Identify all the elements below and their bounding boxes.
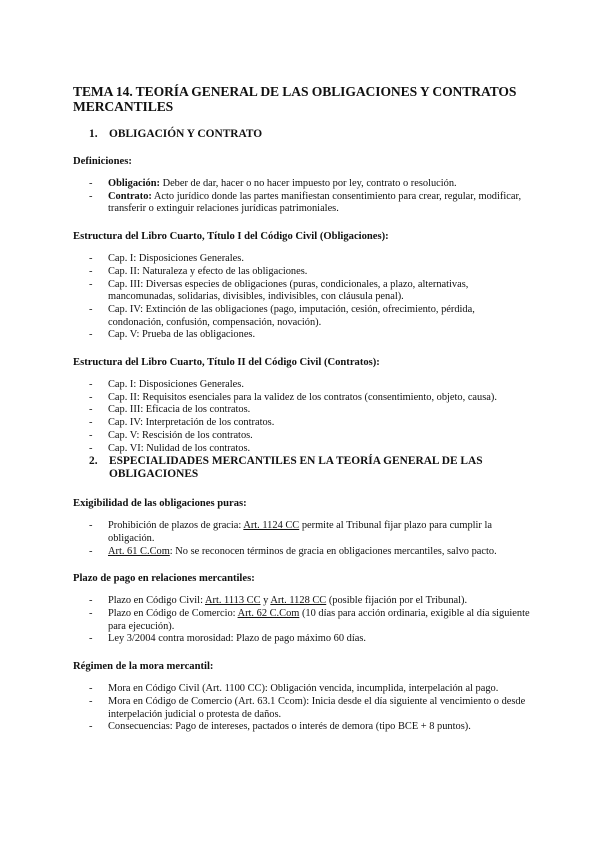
list-item: - Mora en Código Civil (Art. 1100 CC): Obligación vencida, incumplida, interpelación al pago. [89,683,499,695]
list-item: - Obligación: Deber de dar, hacer o no hacer impuesto por ley, contrato o resolución. [89,178,457,189]
list-item: - Cap. II: Requisitos esenciales para la validez de los contratos (consentimiento, objeto, causa). [89,391,497,403]
list-item: - Cap. III: Diversas especies de obligaciones (puras, condicionales, a plazo, alternativas, mancomunadas, solidarias, divisibles, indivisibles, con cláusula penal). [89,278,469,303]
list-item: - Cap. V: Prueba de las obligaciones. [89,329,256,341]
estructura-obligaciones-list [73,253,530,342]
section-2-number: 2. [89,455,98,468]
list-item: - Cap. IV: Interpretación de los contratos. [89,417,275,429]
list-item: - Mora en Código de Comercio (Art. 63.1 Ccom): Inicia desde el día siguiente al vencimiento o desde interpelación judicial o protesta de daños. [89,695,526,720]
list-item: - Cap. IV: Extinción de las obligaciones (pago, imputación, cesión, ofrecimiento, pérdida, condonación, confusión, compensación, novación). [89,303,475,328]
definiciones-heading: Definiciones: [73,156,132,167]
plazo-heading: Plazo de pago en relaciones mercantiles: [73,573,255,585]
term-contrato: Contrato: [108,190,152,202]
art-1113-cc-link[interactable]: Art. 1113 CC [204,595,261,607]
definiciones-list [73,178,530,216]
estructura-obligaciones-heading: Estructura del Libro Cuarto, Título I del Código Civil (Obligaciones): [73,231,389,243]
list-item: - Cap. I: Disposiciones Generales. [89,253,244,265]
list-item: - Consecuencias: Pago de intereses, pactados o interés de demora (tipo BCE + 8 puntos). [89,721,471,733]
list-item: - Plazo en Código Civil: Art. 1113 CC y Art. 1128 CC (posible fijación por el Tribunal). [89,595,468,607]
art-1128-cc-link[interactable]: Art. 1128 CC [270,595,327,607]
list-item: - Art. 61 C.Com: No se reconocen términos de gracia en obligaciones mercantiles, salvo pacto. [89,545,497,557]
section-2-heading [89,455,530,481]
list-item: - Cap. I: Disposiciones Generales. [89,379,244,391]
list-item: - Ley 3/2004 contra morosidad: Plazo de pago máximo 60 días. [89,633,366,645]
exigibilidad-heading: Exigibilidad de las obligaciones puras: [73,498,247,510]
section-1-heading [89,128,530,141]
estructura-contratos-heading: Estructura del Libro Cuarto, Título II del Código Civil (Contratos): [73,357,380,369]
list-item: - Plazo en Código de Comercio: Art. 62 C.Com (10 días para acción ordinaria, exigible al día siguiente para ejecución). [89,608,530,632]
list-item: - Cap. V: Rescisión de los contratos. [89,429,253,441]
list-item: - Cap. VI: Nulidad de los contratos. [89,442,251,454]
mora-list [73,683,530,734]
list-item: - Cap. III: Eficacia de los contratos. [89,404,251,416]
art-62-ccom-link[interactable]: Art. 62 C.Com [237,608,300,620]
document-title: TEMA 14. TEORÍA GENERAL DE LAS OBLIGACIONES Y CONTRATOS MERCANTILES [73,84,517,114]
section-1-number: 1. [89,128,98,140]
list-item: - Contrato: Acto jurídico donde las partes manifiestan consentimiento para crear, regular, modificar, transferir o extinguir relaciones jurídicas patrimoniales. [89,190,522,215]
mora-heading: Régimen de la mora mercantil: [73,661,214,673]
list-item: - Prohibición de plazos de gracia: Art. 1124 CC permite al Tribunal fijar plazo para cumplir la obligación. [89,520,492,544]
exigibilidad-list [73,520,530,558]
list-item: - Cap. II: Naturaleza y efecto de las obligaciones. [89,265,308,277]
section-2-title: ESPECIALIDADES MERCANTILES EN LA TEORÍA GENERAL DE LAS OBLIGACIONES [109,455,483,481]
art-61-ccom-link[interactable]: Art. 61 C.Com [108,545,170,557]
term-obligacion: Obligación: [108,178,160,189]
section-1-title: OBLIGACIÓN Y CONTRATO [109,128,263,140]
art-1124-cc-link[interactable]: Art. 1124 CC [243,520,300,532]
estructura-contratos-list [73,379,530,455]
plazo-list [73,595,530,646]
